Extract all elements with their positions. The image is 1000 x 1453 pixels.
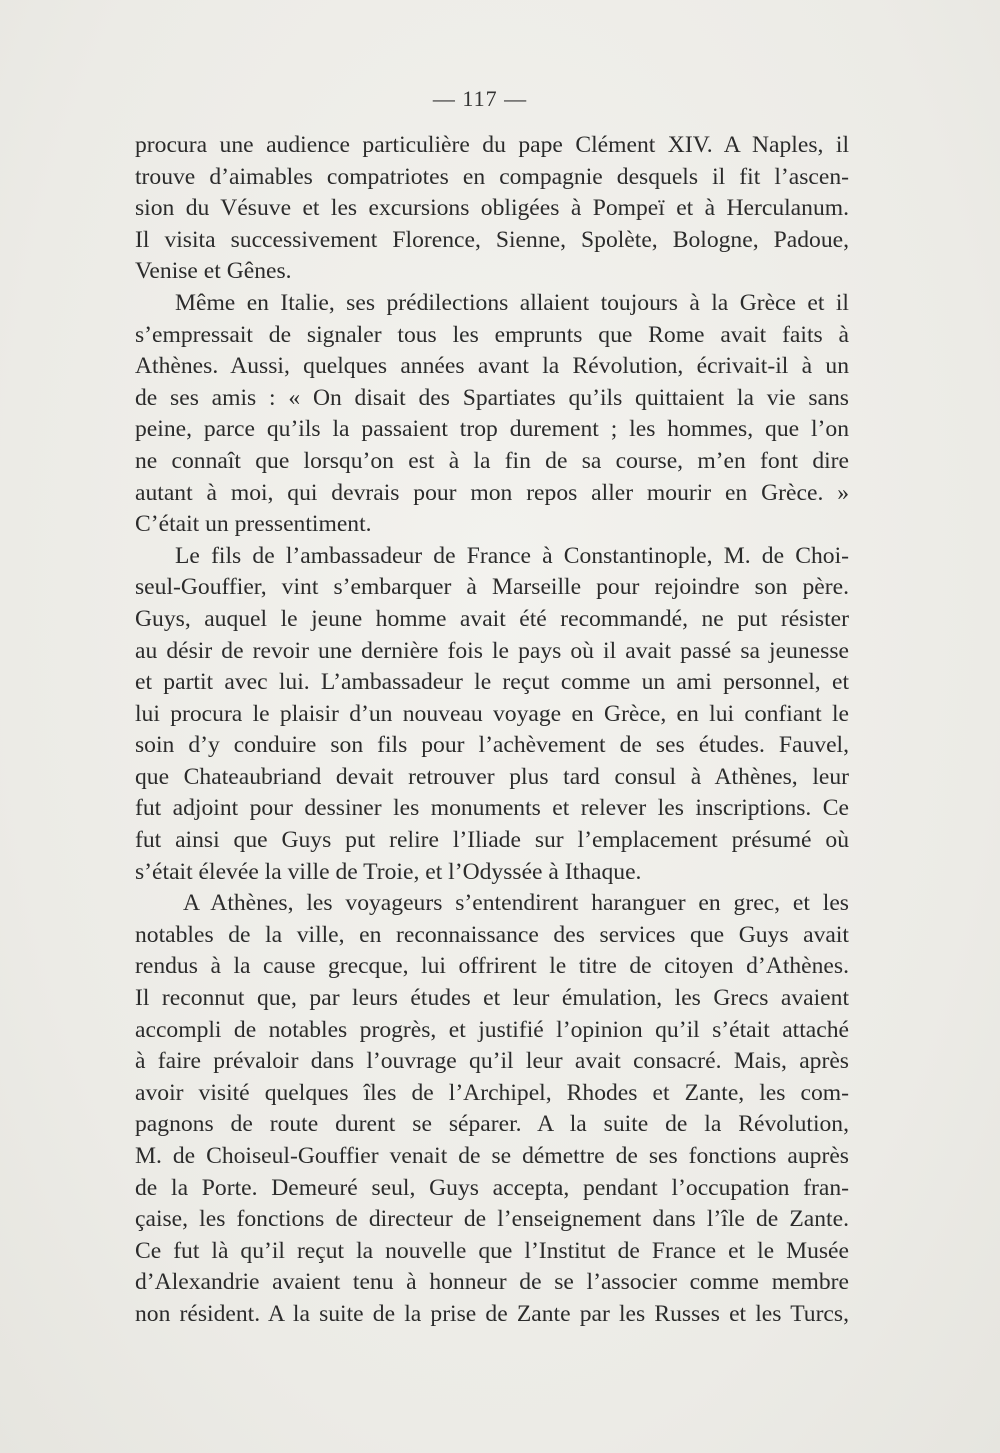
text-line: fut adjoint pour dessiner les monuments et relever les inscriptions. Ce (135, 795, 849, 822)
text-line: de ses amis : « On disait des Spartiates qu’ils quittaient la vie sans (135, 384, 849, 411)
text-line: rendus à la cause grecque, lui offrirent le titre de citoyen d’Athènes. (135, 953, 849, 980)
text-line: A Athènes, les voyageurs s’entendirent haranguer en grec, et les (183, 890, 849, 917)
text-line: Il visita successivement Florence, Sienne, Spolète, Bologne, Padoue, (135, 226, 849, 253)
text-line: non résident. A la suite de la prise de Zante par les Russes et les Turcs, (135, 1300, 849, 1327)
text-line: Il reconnut que, par leurs études et leur émulation, les Grecs avaient (135, 985, 849, 1012)
text-line: trouve d’aimables compatriotes en compagnie desquels il fit l’ascen- (135, 163, 849, 190)
text-line: que Chateaubriand devait retrouver plus tard consul à Athènes, leur (135, 763, 849, 790)
text-line: ne connaît que lorsqu’on est à la fin de sa course, m’en font dire (135, 447, 849, 474)
text-line: et partit avec lui. L’ambassadeur le reçut comme un ami personnel, et (135, 669, 849, 696)
text-line: Venise et Gênes. (135, 258, 292, 285)
text-line: au désir de revoir une dernière fois le pays où il avait passé sa jeunesse (135, 637, 849, 664)
text-line: autant à moi, qui devrais pour mon repos aller mourir en Grèce. » (135, 479, 849, 506)
text-line: C’était un pressentiment. (135, 511, 372, 538)
text-line: Athènes. Aussi, quelques années avant la Révolution, écrivait-il à un (135, 353, 849, 380)
text-line: de la Porte. Demeuré seul, Guys accepta, pendant l’occupation fran- (135, 1174, 849, 1201)
text-line: accompli de notables progrès, et justifié l’opinion qu’il s’était attaché (135, 1016, 849, 1043)
body-text (135, 130, 849, 1331)
text-line: Le fils de l’ambassadeur de France à Constantinople, M. de Choi- (175, 542, 849, 569)
text-line: avoir visité quelques îles de l’Archipel, Rhodes et Zante, les com- (135, 1079, 849, 1106)
text-line: à faire prévaloir dans l’ouvrage qu’il leur avait consacré. Mais, après (135, 1048, 849, 1075)
text-line: pagnons de route durent se séparer. A la suite de la Révolution, (135, 1111, 849, 1138)
text-line: peine, parce qu’ils la passaient trop durement ; les hommes, que l’on (135, 416, 849, 443)
text-line: Même en Italie, ses prédilections allaient toujours à la Grèce et il (175, 289, 849, 316)
text-line: seul-Gouffier, vint s’embarquer à Marseille pour rejoindre son père. (135, 574, 849, 601)
text-line: sion du Vésuve et les excursions obligées à Pompeï et à Herculanum. (135, 195, 849, 222)
text-line: s’empressait de signaler tous les emprunts que Rome avait faits à (135, 321, 849, 348)
text-line: s’était élevée la ville de Troie, et l’Odyssée à Ithaque. (135, 858, 642, 885)
text-line: M. de Choiseul-Gouffier venait de se démettre de ses fonctions auprès (135, 1143, 849, 1169)
text-line: lui procura le plaisir d’un nouveau voyage en Grèce, en lui confiant le (135, 700, 849, 727)
text-line: fut ainsi que Guys put relire l’Iliade sur l’emplacement présumé où (135, 827, 849, 854)
text-line: soin d’y conduire son fils pour l’achèvement de ses études. Fauvel, (135, 732, 849, 759)
text-line: Ce fut là qu’il reçut la nouvelle que l’Institut de France et le Musée (135, 1237, 849, 1264)
text-line: Guys, auquel le jeune homme avait été recommandé, ne put résister (135, 605, 849, 632)
text-line: notables de la ville, en reconnaissance des services que Guys avait (135, 921, 849, 948)
text-line: procura une audience particulière du pape Clément XIV. A Naples, il (135, 132, 849, 158)
text-line: çaise, les fonctions de directeur de l’enseignement dans l’île de Zante. (135, 1206, 849, 1233)
text-line: d’Alexandrie avaient tenu à honneur de se l’associer comme membre (135, 1269, 849, 1296)
page-number: — 117 — (432, 86, 528, 111)
